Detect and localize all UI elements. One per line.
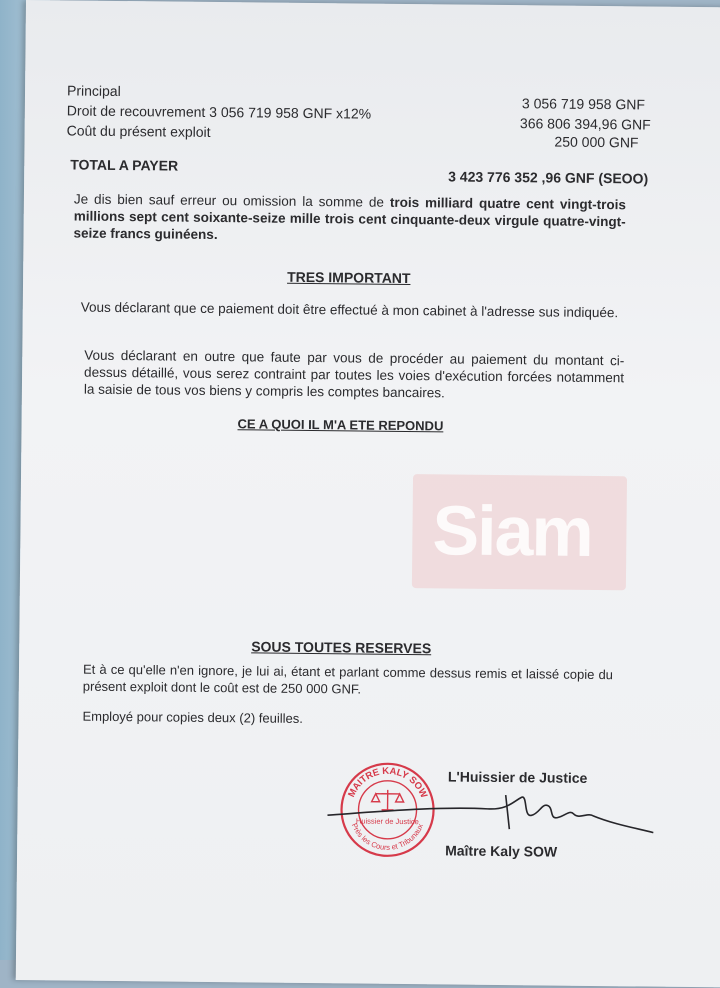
handwritten-signature: [317, 785, 657, 837]
stamp-bottom-text: Près les Cours et Tribunaux: [349, 822, 425, 853]
huissier-title: L'Huissier de Justice: [448, 768, 588, 785]
stamp-top-text: MAITRE KALY SOW: [346, 765, 429, 800]
principal-value: 3 056 719 958 GNF: [522, 95, 645, 112]
cout-exploit-label: Coût du présent exploit: [67, 122, 211, 140]
principal-label: Principal: [67, 82, 121, 99]
droit-recouvrement-value: 366 806 394,96 GNF: [520, 115, 651, 132]
amount-sentence-intro: Je dis bien sauf erreur ou omission la somme de: [74, 192, 390, 210]
important-heading: TRES IMPORTANT: [287, 269, 411, 286]
copies-note: Employé pour copies deux (2) feuilles.: [82, 709, 303, 726]
siam-watermark-text: Siam: [432, 490, 592, 572]
droit-recouvrement-label: Droit de recouvrement 3 056 719 958 GNF x12%: [67, 102, 371, 121]
reserves-heading: SOUS TOUTES RESERVES: [251, 638, 431, 656]
amount-sentence: [73, 191, 626, 248]
siam-watermark: [412, 474, 627, 590]
huissier-name: Maître Kaly SOW: [445, 842, 557, 859]
total-label: TOTAL A PAYER: [70, 156, 178, 173]
stamp-center-text: Huissier de Justice: [356, 817, 419, 827]
important-paragraph-2: Vous déclarant en outre que faute par vous de procéder au paiement du montant ci-dessus détaillé, vous serez contraint par toutes les voies d'exécution forcées notamment la saisie de tous vos biens y compris les comptes bancaires.: [84, 347, 625, 404]
amount-in-words: trois milliard quatre cent vingt-trois millions sept cent soixante-seize mille trois cent cinquante-deux virgule quatre-vingt-seize francs guinéens.: [73, 195, 625, 242]
important-paragraph-1: Vous déclarant que ce paiement doit être effectué à mon cabinet à l'adresse sus indiquée.: [81, 299, 623, 322]
reserves-paragraph: Et à ce qu'elle n'en ignore, je lui ai, étant et parlant comme dessus remis et laissé copie du présent exploit dont le coût est de 250 000 GNF.: [83, 661, 613, 701]
total-value: 3 423 776 352 ,96 GNF (SEOO): [448, 168, 648, 186]
response-heading: CE A QUOI IL M'A ETE REPONDU: [237, 416, 443, 433]
document-page: [16, 0, 720, 987]
cout-exploit-value: 250 000 GNF: [554, 134, 638, 151]
